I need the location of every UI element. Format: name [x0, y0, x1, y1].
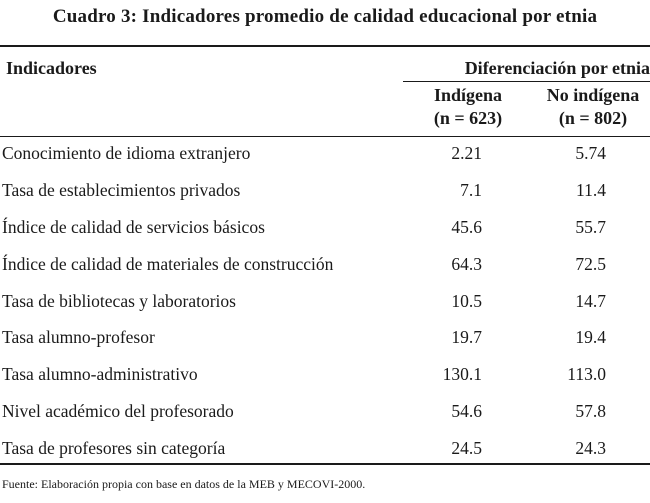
indicators-header: Indicadores: [6, 58, 97, 78]
value-no-indigena: 57.8: [575, 401, 606, 422]
value-no-indigena: 24.3: [575, 438, 606, 459]
top-rule: [0, 45, 650, 47]
table-row: [0, 357, 650, 394]
column-header-indigena: [412, 84, 524, 130]
row-label: Tasa de bibliotecas y laboratorios: [2, 290, 236, 311]
value-no-indigena: 11.4: [576, 179, 606, 200]
value-no-indigena: 72.5: [575, 253, 606, 274]
table-row: [0, 173, 650, 210]
table-row: [0, 210, 650, 247]
table-title: Cuadro 3: Indicadores promedio de calidad educacional por etnia: [52, 6, 598, 27]
value-no-indigena: 5.74: [575, 143, 606, 163]
ethnicity-group-header: Diferenciación por etnia: [464, 58, 650, 78]
bottom-rule: [0, 463, 650, 465]
row-label: Tasa alumno-administrativo: [2, 364, 198, 385]
value-no-indigena: 55.7: [575, 216, 606, 237]
value-indigena: 2.21: [451, 143, 482, 163]
value-indigena: 54.6: [451, 401, 482, 422]
row-label: Tasa alumno-profesor: [2, 327, 155, 348]
value-indigena: 19.7: [451, 327, 482, 348]
column-name: No indígena: [546, 85, 640, 105]
value-no-indigena: 14.7: [575, 290, 606, 311]
group-header-rule: [403, 81, 650, 82]
source-footnote: Fuente: Elaboración propia con base en datos de la MEB y MECOVI-2000.: [2, 477, 366, 491]
value-indigena: 24.5: [451, 438, 482, 459]
column-sample-size: (n = 802): [558, 108, 628, 128]
table-body: [0, 136, 650, 468]
value-indigena: 10.5: [451, 290, 482, 311]
table-row: [0, 394, 650, 431]
column-name: Indígena: [433, 85, 503, 105]
value-indigena: 64.3: [451, 253, 482, 274]
row-label: Índice de calidad de servicios básicos: [2, 216, 265, 237]
table-row: [0, 247, 650, 284]
value-indigena: 45.6: [451, 216, 482, 237]
value-indigena: 7.1: [460, 179, 482, 200]
table-row: [0, 320, 650, 357]
value-no-indigena: 19.4: [575, 327, 606, 348]
row-label: Tasa de establecimientos privados: [2, 179, 241, 200]
column-header-no-indigena: [535, 84, 650, 130]
row-label: Conocimiento de idioma extranjero: [2, 143, 251, 163]
table-row: [0, 136, 650, 173]
row-label: Índice de calidad de materiales de construcción: [2, 253, 334, 274]
row-label: Tasa de profesores sin categoría: [2, 438, 226, 459]
column-sample-size: (n = 623): [433, 108, 503, 128]
value-no-indigena: 113.0: [567, 364, 606, 385]
row-label: Nivel académico del profesorado: [2, 401, 234, 422]
table-row: [0, 284, 650, 321]
value-indigena: 130.1: [442, 364, 482, 385]
